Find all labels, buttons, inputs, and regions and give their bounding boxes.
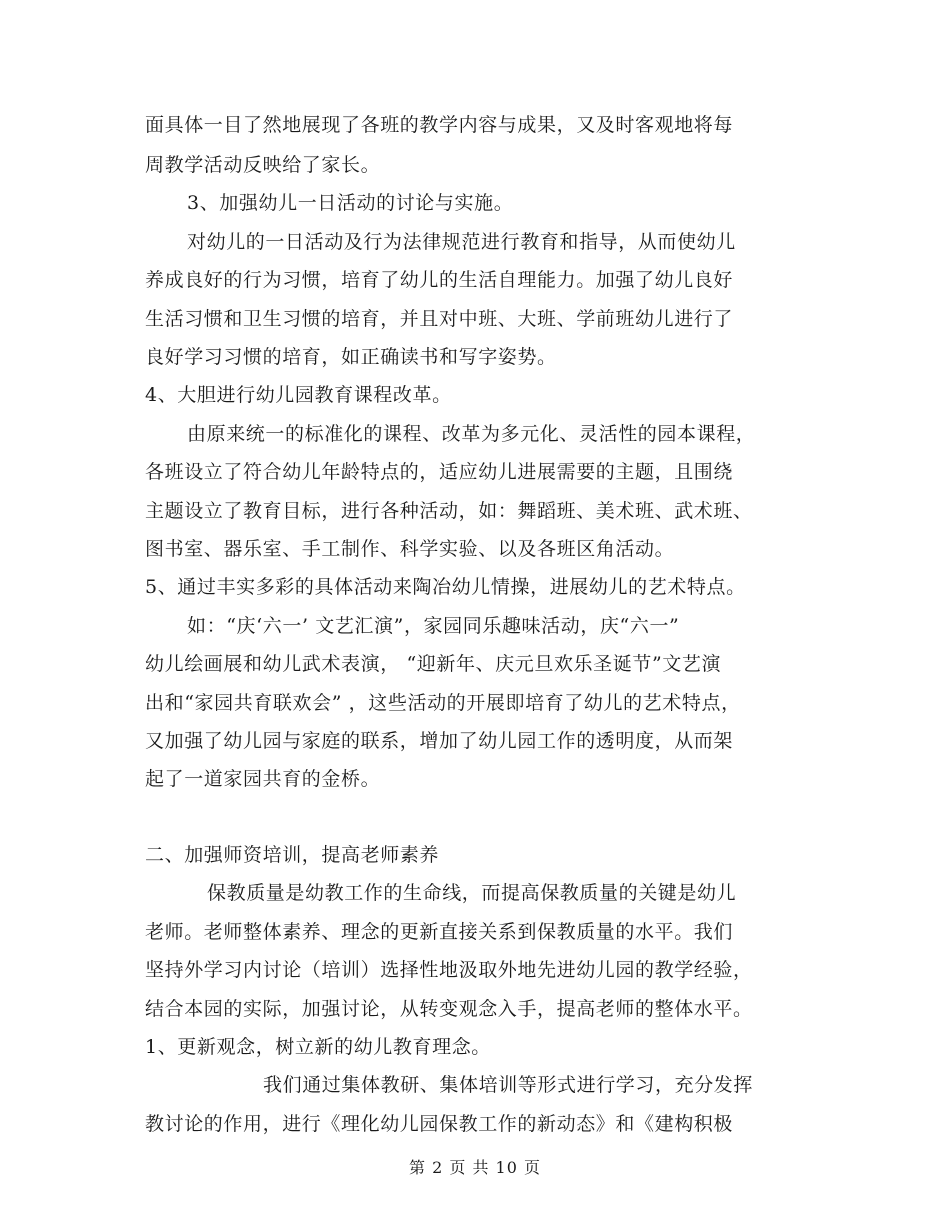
body-line: 结合本园的实际，加强讨论，从转变观念入手，提高老师的整体水平。 (145, 998, 753, 1020)
body-line: 主题设立了教育目标，进行各种活动，如：舞蹈班、美术班、武术班、 (145, 500, 753, 522)
body-line: 良好学习习惯的培育，如正确读书和写字姿势。 (145, 346, 557, 368)
section-heading: 5、通过丰实多彩的具体活动来陶冶幼儿情操，进展幼儿的艺术特点。 (145, 576, 746, 598)
body-line: 生活习惯和卫生习惯的培育，并且对中班、大班、学前班幼儿进行了 (145, 308, 734, 330)
body-line: 出和“家园共育联欢会” ，这些活动的开展即培育了幼儿的艺术特点， (145, 692, 741, 714)
body-line: 教讨论的作用，进行《理化幼儿园保教工作的新动态》和《建构积极 (145, 1113, 734, 1135)
body-line: 幼儿绘画展和幼儿武术表演， “迎新年、庆元旦欢乐圣诞节”文艺演 (145, 653, 722, 675)
body-line: 如：“庆‘六一’ 文艺汇演”，家园同乐趣味活动，庆“六一” (187, 615, 680, 637)
body-line: 老师。老师整体素养、理念的更新直接关系到保教质量的水平。我们 (145, 921, 734, 943)
body-line: 我们通过集体教研、集体培训等形式进行学习，充分发挥 (263, 1074, 754, 1096)
chapter-heading: 二、加强师资培训，提高老师素养 (145, 844, 440, 866)
body-line: 又加强了幼儿园与家庭的联系，增加了幼儿园工作的透明度，从而架 (145, 730, 734, 752)
section-heading: 3、加强幼儿一日活动的讨论与实施。 (187, 192, 514, 214)
section-heading: 1、更新观念，树立新的幼儿教育理念。 (145, 1036, 491, 1058)
body-line: 养成良好的行为习惯，培育了幼儿的生活自理能力。加强了幼儿良好 (145, 269, 734, 291)
body-line: 保教质量是幼教工作的生命线，而提高保教质量的关键是幼儿 (207, 882, 737, 904)
section-heading: 4、大胆进行幼儿园教育课程改革。 (145, 384, 452, 406)
body-line: 由原来统一的标准化的课程、改革为多元化、灵活性的园本课程， (187, 423, 756, 445)
body-line: 各班设立了符合幼儿年龄特点的，适应幼儿进展需要的主题，且围绕 (145, 461, 734, 483)
body-line: 坚持外学习内讨论（培训）选择性地汲取外地先进幼儿园的教学经验， (145, 959, 753, 981)
page-footer: 第 2 页 共 10 页 (409, 1158, 541, 1177)
body-line: 周教学活动反映给了家长。 (145, 154, 381, 176)
body-line: 面具体一目了然地展现了各班的教学内容与成果，又及时客观地将每 (145, 114, 734, 136)
body-line: 图书室、器乐室、手工制作、科学实验、以及各班区角活动。 (145, 538, 675, 560)
body-line: 起了一道家园共育的金桥。 (145, 768, 381, 790)
body-line: 对幼儿的一日活动及行为法律规范进行教育和指导，从而使幼儿 (187, 231, 736, 253)
